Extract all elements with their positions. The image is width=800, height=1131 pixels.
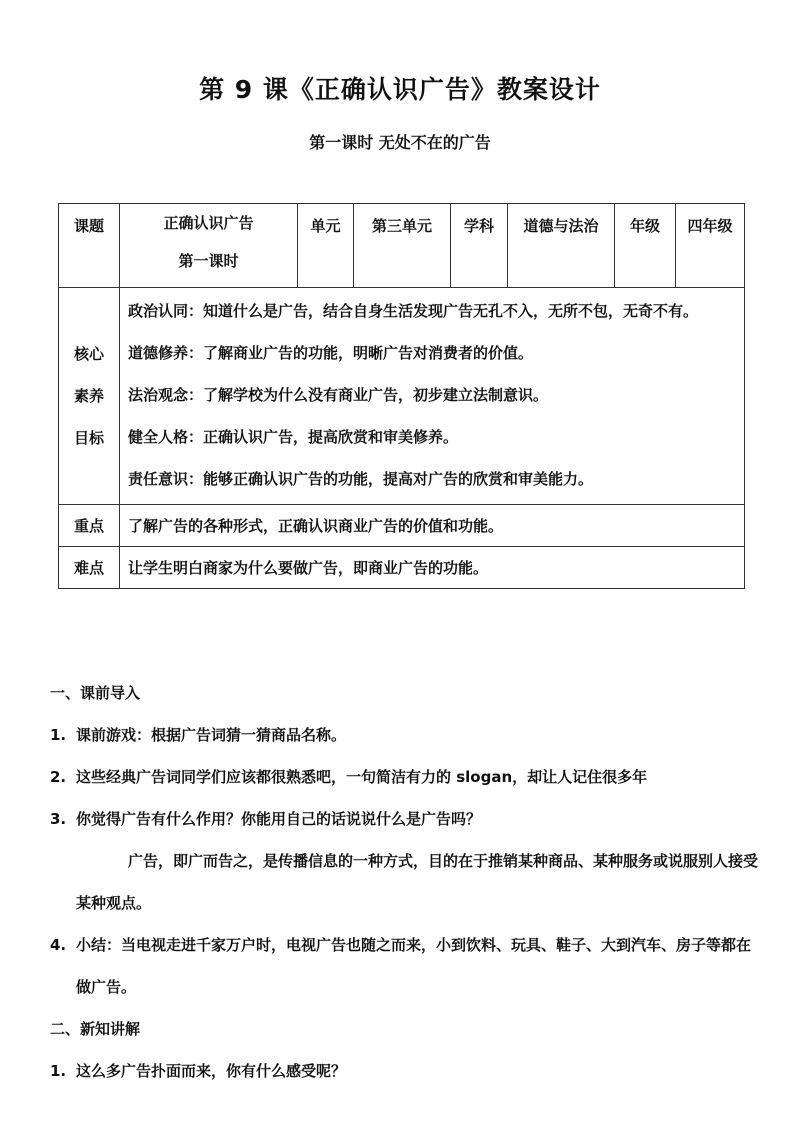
core-goal-item: 道德修养：了解商业广告的功能，明晰广告对消费者的价值。	[128, 344, 534, 362]
list-number: 2.	[50, 768, 67, 786]
list-number: 4.	[50, 936, 67, 954]
subject-value-cell	[508, 204, 615, 288]
key-point-text: 了解广告的各种形式，正确认识商业广告的价值和功能。	[120, 505, 745, 547]
list-text: 这么多广告扑面而来，你有什么感受呢？	[76, 1062, 347, 1080]
core-goal-item: 政治认同：知道什么是广告，结合自身生活发现广告无孔不入，无所不包，无奇不有。	[128, 302, 699, 320]
key-point-label: 重点	[59, 505, 120, 547]
definition-paragraph: 广告，即广而告之，是传播信息的一种方式，目的在于推销某种商品、某种服务或说服别人接受某种观点。	[76, 852, 759, 912]
topic-value-line2: 第一课时	[178, 252, 239, 270]
list-item	[50, 756, 760, 798]
list-text: 小结：当电视走进千家万户时，电视广告也随之而来，小到饮料、玩具、鞋子、大到汽车、房子等都在做广告。	[76, 936, 752, 996]
list-text: 这些经典广告词同学们应该都很熟悉吧，一句简洁有力的 slogan，却让人记住很多年	[76, 768, 648, 786]
core-label-line2: 素养	[73, 387, 104, 405]
list-item	[50, 1050, 760, 1092]
list-number: 3.	[50, 810, 67, 828]
list-text: 课前游戏：根据广告词猜一猜商品名称。	[76, 726, 347, 744]
page-title: 第 9 课《正确认识广告》教案设计	[199, 75, 601, 104]
subject-label: 学科	[463, 217, 494, 235]
list-number: 1.	[50, 726, 67, 744]
difficulty-text: 让学生明白商家为什么要做广告，即商业广告的功能。	[120, 547, 745, 589]
topic-value-line1: 正确认识广告	[163, 214, 254, 232]
page-subtitle: 第一课时 无处不在的广告	[309, 133, 491, 152]
core-label-line3: 目标	[73, 429, 104, 447]
topic-value-cell	[120, 204, 298, 288]
list-item	[50, 924, 760, 1008]
list-item	[50, 798, 760, 840]
key-point-row	[59, 505, 745, 547]
lesson-body	[50, 672, 760, 1092]
topic-label-cell	[59, 204, 120, 288]
list-text: 你觉得广告有什么作用？你能用自己的话说说什么是广告吗？	[76, 810, 482, 828]
difficulty-row	[59, 547, 745, 589]
section-heading-new-knowledge: 二、新知讲解	[50, 1020, 141, 1038]
list-item	[50, 714, 760, 756]
grade-label-cell	[615, 204, 676, 288]
grade-value: 四年级	[687, 217, 733, 235]
subject-value: 道德与法治	[523, 217, 599, 235]
grade-value-cell	[676, 204, 745, 288]
core-goal-item: 健全人格：正确认识广告，提高欣赏和审美修养。	[128, 428, 459, 446]
core-literacy-content-cell	[120, 288, 745, 505]
core-label-line1: 核心	[73, 345, 104, 363]
lesson-plan-table	[58, 203, 745, 589]
subject-label-cell	[451, 204, 508, 288]
core-literacy-row	[59, 288, 745, 505]
section-heading-intro: 一、课前导入	[50, 684, 141, 702]
grade-label: 年级	[629, 217, 660, 235]
unit-label: 单元	[310, 217, 341, 235]
core-goal-item: 责任意识：能够正确认识广告的功能，提高对广告的欣赏和审美能力。	[128, 470, 594, 488]
unit-value: 第三单元	[371, 217, 432, 235]
unit-value-cell	[354, 204, 451, 288]
list-number: 1.	[50, 1062, 67, 1080]
table-header-row	[59, 204, 745, 288]
core-goal-item: 法治观念：了解学校为什么没有商业广告，初步建立法制意识。	[128, 386, 549, 404]
difficulty-label: 难点	[59, 547, 120, 589]
unit-label-cell	[298, 204, 354, 288]
core-literacy-label-cell	[59, 288, 120, 505]
topic-label: 课题	[73, 217, 104, 235]
